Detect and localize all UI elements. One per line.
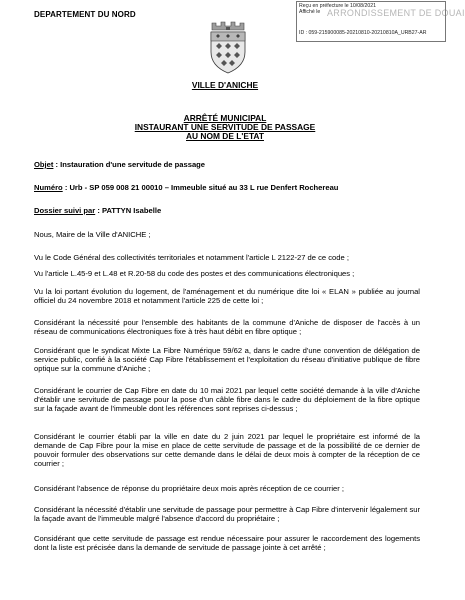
stamp-id-line: ID : 059-215900085-20210810-20210810A_URB27-AR <box>299 30 427 36</box>
prefecture-receipt-stamp <box>296 1 465 42</box>
stamp-posted-line: Affiché le <box>299 9 321 15</box>
document-title <box>0 114 450 141</box>
stamp-received-line: Reçu en préfecture le 10/08/2021 <box>299 3 377 9</box>
paragraph: Vu la loi portant évolution du logement, de l'aménagement et du numérique dite loi « ELAN » publiée au journal officiel du 24 novembre 2018 et notamment l'article 225 de cette loi ; <box>34 287 420 305</box>
title-line-2: INSTAURANT UNE SERVITUDE DE PASSAGE <box>134 122 316 132</box>
paragraph: Vu l'article L.45-9 et L.48 et R.20-58 du code des postes et des communications électroniques ; <box>34 269 355 278</box>
dossier-line <box>34 206 161 215</box>
paragraph: Considérant que le syndicat Mixte La Fibre Numérique 59/62 a, dans le cadre d'une convention de délégation de service public, confié à la société Cap Fibre l'établissement et l'exploitation du réseau d'initiative publique de fibre optique sur la commune d'Aniche ; <box>34 346 420 373</box>
title-line-1: ARRÊTÉ MUNICIPAL <box>183 113 267 123</box>
city-coat-of-arms-icon <box>206 20 250 76</box>
numero-label: Numéro <box>34 183 63 192</box>
paragraph: Vu le Code Général des collectivités territoriales et notamment l'article L 2122-27 de ce code ; <box>34 253 349 262</box>
paragraph: Considérant le courrier de Cap Fibre en date du 10 mai 2021 par lequel cette société demande à la ville d'Aniche d'établir une servitude de passage pour la pose d'un câble fibre dans le cadre du déploiement de la fibre optique sur la façade avant de l'immeuble dont les références sont reprises ci-dessus ; <box>34 386 420 413</box>
paragraph: Considérant le courrier établi par la ville en date du 2 juin 2021 par lequel le propriétaire est informé de la demande de Cap Fibre pour la mise en place de cette servitude de passage et de la possibilité de ce dernier de pouvoir formuler des observations sur cette demande dans le délai de deux mois à compter de la réception de ce courrier ; <box>34 432 420 468</box>
paragraph: Nous, Maire de la Ville d'ANICHE ; <box>34 230 151 239</box>
dossier-value: : PATTYN Isabelle <box>95 206 162 215</box>
paragraph: Considérant la nécessité d'établir une servitude de passage pour permettre à Cap Fibre d'intervenir légalement sur la façade avant de l'immeuble malgré l'absence d'accord du propriétaire ; <box>34 505 420 523</box>
paragraph: Considérant que cette servitude de passage est rendue nécessaire pour assurer le raccordement des logements dont la liste est précisée dans la demande de servitude de passage jointe à cet arrêté ; <box>34 534 420 552</box>
paragraph: Considérant la nécessité pour l'ensemble des habitants de la commune d'Aniche de disposer de l'accès à un réseau de communications électroniques fixe à très haut débit en fibre optique ; <box>34 318 420 336</box>
objet-value: : Instauration d'une servitude de passage <box>53 160 206 169</box>
department-name: DEPARTEMENT DU NORD <box>34 10 136 19</box>
objet-label: Objet <box>34 160 54 169</box>
numero-value: : Urb - SP 059 008 21 00010 – Immeuble situé au 33 L rue Denfert Rochereau <box>62 183 339 192</box>
city-name: VILLE D'ANICHE <box>191 80 259 90</box>
numero-line <box>34 183 338 192</box>
objet-line <box>34 160 205 169</box>
dossier-label: Dossier suivi par <box>34 206 96 215</box>
stamp-watermark: ARRONDISSEMENT DE DOUAI <box>327 8 465 18</box>
paragraph: Considérant l'absence de réponse du propriétaire deux mois après réception de ce courrier ; <box>34 484 345 493</box>
title-line-3: AU NOM DE L'ETAT <box>186 131 264 141</box>
